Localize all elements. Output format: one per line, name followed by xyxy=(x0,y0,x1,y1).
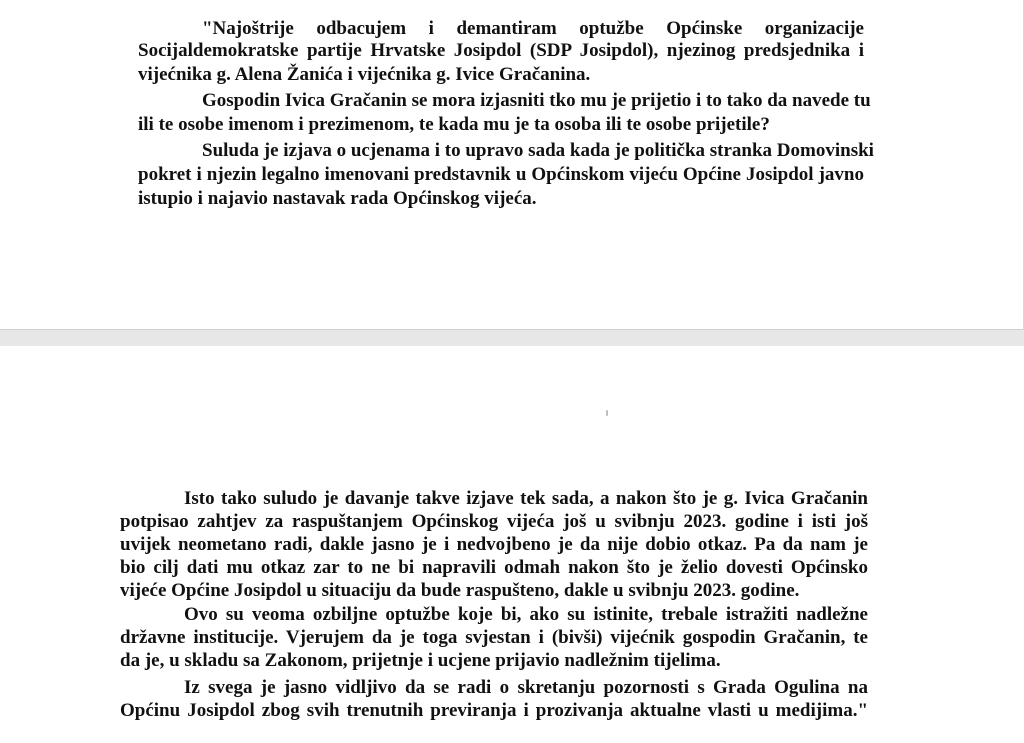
text-line: uvijek neometano radi, dakle jasno je i nedvojbeno je da nije dobio otkaz. Pa da nam je xyxy=(120,534,868,555)
document-page-2 xyxy=(0,346,1024,743)
text-line: potpisao zahtjev za raspuštanjem Općinskog vijeća još u svibnju 2023. godine i isti još xyxy=(120,511,868,532)
text-line: Suluda je izjava o ucjenama i to upravo sada kada je politička stranka Domovinski xyxy=(202,140,874,161)
text-line: istupio i najavio nastavak rada Općinskog vijeća. xyxy=(138,188,537,209)
text-line: Općinu Josipdol zbog svih trenutnih previranja i prozivanja aktualne vlasti u medijima." xyxy=(120,700,868,721)
text-line: Socijaldemokratske partije Hrvatske Josipdol (SDP Josipdol), njezinog predsjednika i xyxy=(138,40,864,61)
document-page-1 xyxy=(0,0,1024,330)
text-line: vijećnika g. Alena Žanića i vijećnika g. Ivice Gračanina. xyxy=(138,64,591,85)
text-line: Gospodin Ivica Gračanin se mora izjasniti tko mu je prijetio i to tako da navede tu xyxy=(202,90,871,111)
text-line: Isto tako suludo je davanje takve izjave tek sada, a nakon što je g. Ivica Gračanin xyxy=(184,488,868,509)
text-line: državne institucije. Vjerujem da je toga svjestan i (bivši) vijećnik gospodin Gračanin, te xyxy=(120,627,868,648)
text-line: bio cilj dati mu otkaz zar to ne bi napravili odmah nakon što je želio dovesti Općinsko xyxy=(120,557,868,578)
text-line: vijeće Općine Josipdol u situaciju da bude raspušteno, dakle u svibnju 2023. godine. xyxy=(120,580,800,601)
text-line: Iz svega je jasno vidljivo da se radi o skretanju pozornosti s Grada Ogulina na xyxy=(184,677,868,698)
text-line: da je, u skladu sa Zakonom, prijetnje i ucjene prijavio nadležnim tijelima. xyxy=(120,650,721,671)
text-line: ili te osobe imenom i prezimenom, te kada mu je ta osoba ili te osobe prijetile? xyxy=(138,114,770,135)
text-line: pokret i njezin legalno imenovani predstavnik u Općinskom vijeću Općine Josipdol javno xyxy=(138,164,864,185)
text-line: Ovo su veoma ozbiljne optužbe koje bi, ako su istinite, trebale istražiti nadležne xyxy=(184,604,868,625)
scan-speck xyxy=(606,410,608,416)
text-line: "Najoštrije odbacujem i demantiram optužbe Općinske organizacije xyxy=(202,18,864,39)
